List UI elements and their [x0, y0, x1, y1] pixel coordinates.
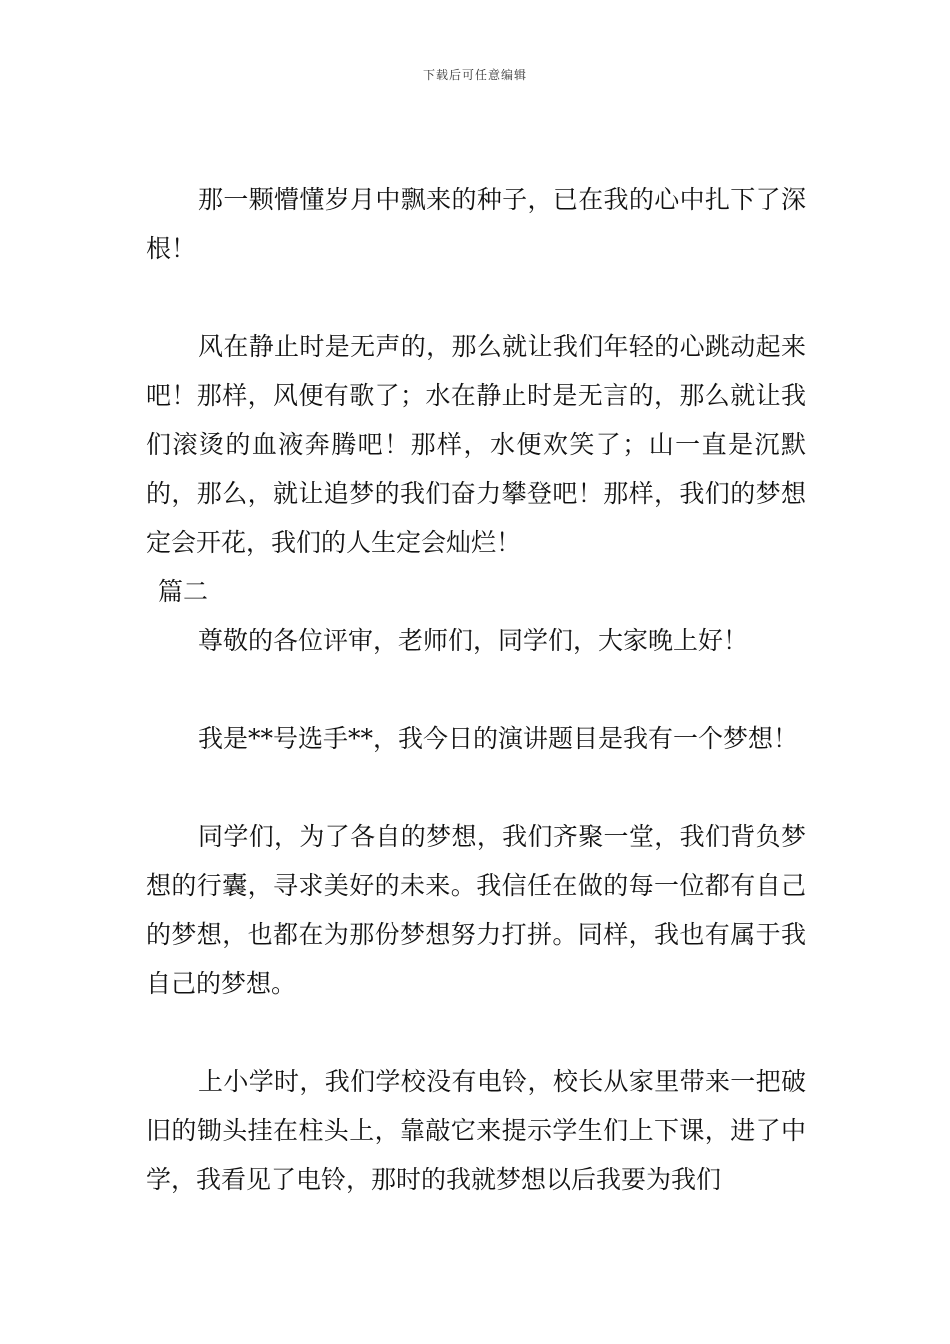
paragraph-6: 上小学时，我们学校没有电铃，校长从家里带来一把破旧的锄头挂在柱头上，靠敲它来提示学生们上下课，进了中学，我看见了电铃，那时的我就梦想以后我要为我们	[146, 1067, 806, 1194]
paragraph-1: 那一颗懵懂岁月中飘来的种子，已在我的心中扎下了深根！	[146, 185, 806, 263]
document-body	[146, 175, 806, 1204]
paragraph-5: 同学们，为了各自的梦想，我们齐聚一堂，我们背负梦想的行囊，寻求美好的未来。我信任在做的每一位都有自己的梦想，也都在为那份梦想努力打拼。同样，我也有属于我自己的梦想。	[146, 822, 806, 998]
paragraph-gap	[146, 273, 806, 322]
paragraph-gap	[146, 665, 806, 714]
paragraph-4: 我是**号选手**，我今日的演讲题目是我有一个梦想！	[198, 724, 799, 753]
paragraph-3: 尊敬的各位评审，老师们，同学们，大家晚上好！	[198, 626, 749, 655]
header-note: 下载后可任意编辑	[422, 68, 527, 82]
paragraph-gap	[146, 763, 806, 812]
paragraph-2: 风在静止时是无声的，那么就让我们年轻的心跳动起来吧！那样，风便有歌了；水在静止时是无言的，那么就让我们滚烫的血液奔腾吧！那样，水便欢笑了；山一直是沉默的，那么，就让追梦的我们奋力攀登吧！那样，我们的梦想定会开花，我们的人生定会灿烂！	[146, 332, 806, 557]
section-title: 篇二	[158, 577, 209, 606]
paragraph-gap	[146, 1008, 806, 1057]
